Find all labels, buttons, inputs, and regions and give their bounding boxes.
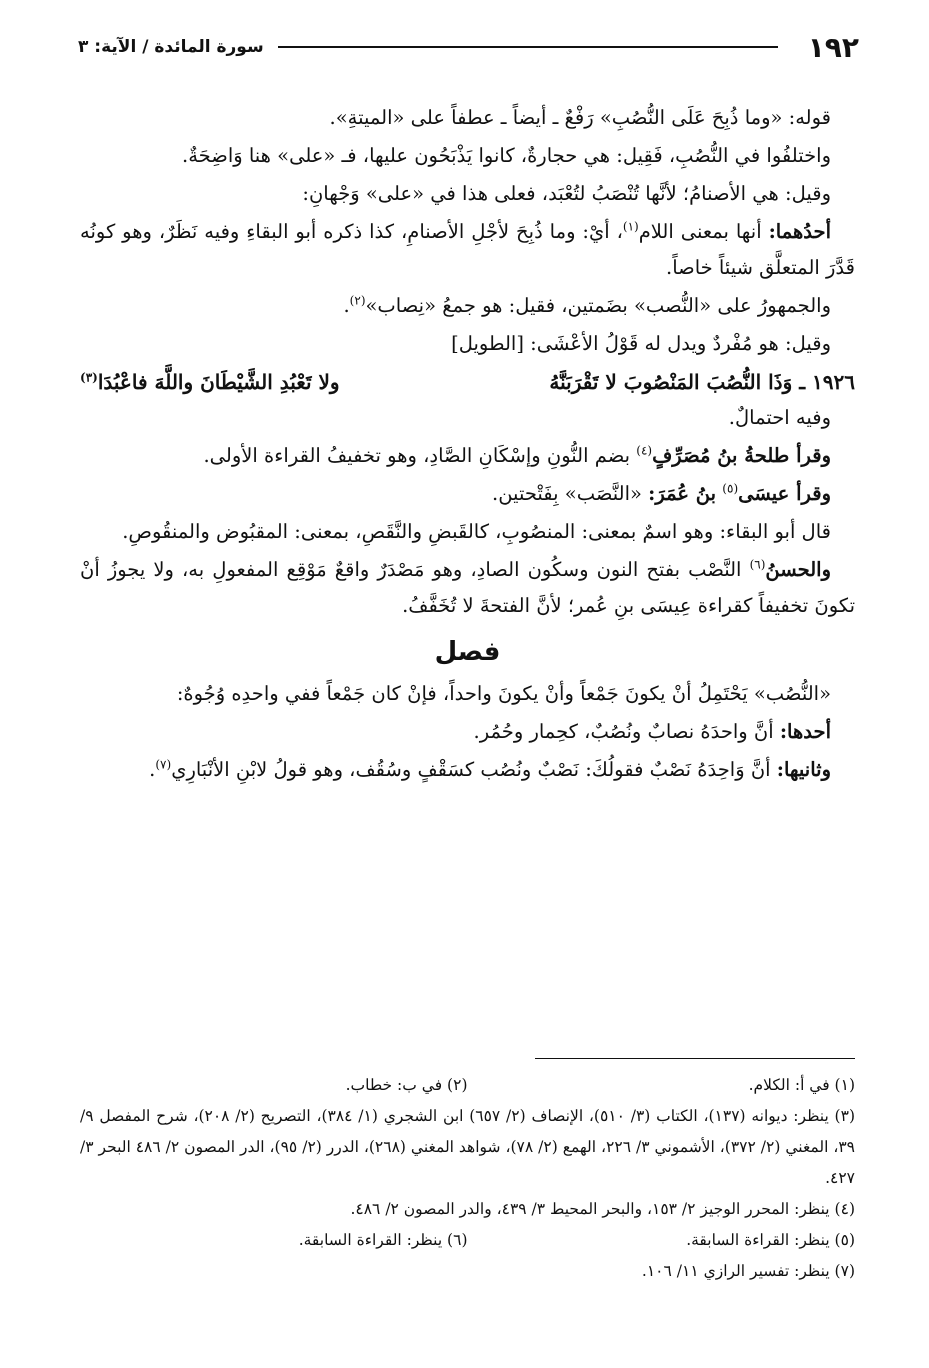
footnote-ref[interactable]: (٦) <box>749 557 766 572</box>
footnote-ref[interactable]: (٧) <box>155 757 172 772</box>
lead-term: وقرأ طلحةُ بنُ مُصَرِّفٍ <box>652 444 831 467</box>
paragraph-text: ، أيْ: وما ذُبِحَ لأجْلِ الأصنامِ، كذا ذكره أبو البقاءِ وفيه نَظَرٌ، وهو كونُه قَدَّرَ المتعلَّق شيئاً خاصاً. <box>80 220 855 279</box>
header-divider <box>278 46 778 48</box>
lead-term: بنُ عُمَرَ: <box>648 482 717 505</box>
paragraph: وقيل: هو مُفْردٌ ويدل له قَوْلُ الأعْشَى: [الطويل] <box>451 332 831 355</box>
paragraph-text: والجمهورُ على «النُّصب» بضَمتين، فقيل: هو جمعُ «نِصاب» <box>365 294 831 317</box>
footnote-ref[interactable]: (٣) <box>80 370 98 385</box>
paragraph: قوله: «وما ذُبِحَ عَلَى النُّصُبِ» رَفْعٌ ـ أيضاً ـ عطفاً على «الميتةِ». <box>329 106 831 129</box>
section-heading: فصل <box>434 637 501 667</box>
footnote: (٤) ينظر: المحرر الوجيز ٢/ ١٥٣، والبحر المحيط ٣/ ٤٣٩، والدر المصون ٢/ ٤٨٦. <box>350 1200 855 1218</box>
lead-term: أحدها: <box>779 720 831 743</box>
footnote-ref[interactable]: (١) <box>622 219 639 234</box>
footnote: (١) في أ: الكلام. <box>748 1076 855 1094</box>
verse-first-hemistich: ١٩٢٦ ـ وَذَا النُّصُبَ المَنْصُوبَ لا تَقْرَبَنَّهُ <box>549 370 855 394</box>
paragraph-text: . <box>343 294 350 317</box>
paragraph <box>80 476 855 512</box>
paragraph-text: النَّصْب بفتح النون وسكُون الصادِ، وهو مَصْدَرٌ واقعٌ مَوْقِع المفعولِ به، ولا يجوزُ أنْ تكونَ تخفيفاً كقراءة عِيسَى بنِ عُمر؛ لأنَّ الفتحةَ لا تُخَفَّفُ. <box>80 558 855 617</box>
main-text <box>80 100 855 790</box>
footnote-ref[interactable]: (٥) <box>722 481 739 496</box>
paragraph <box>80 214 855 286</box>
footnote: (٣) ينظر: ديوانه (١٣٧)، الكتاب (٣/ ٥١٠)، الإنصاف (٢/ ٦٥٧) ابن الشجري (١/ ٣٨٤)، التصريح (٢/ ٢٠٨)، شرح المفصل ٩/ ٣٩، المغني (٢/ ٣٧٢)، الأشموني ٣/ ٢٢٦، الهمع (٢/ ٧٨)، شواهد المغني (٢٦٨)، الدرر (٢/ ٩٥)، الدر المصون ٢/ ٤٨٦ البحر ٣/ ٤٢٧. <box>80 1107 856 1187</box>
paragraph: قال أبو البقاء: وهو اسمٌ بمعنى: المنصُوبِ، كالقَبضِ والنَّقَصِ، بمعنى: المقبُوض والمنقُوصِ. <box>122 520 831 543</box>
page-header <box>78 30 859 64</box>
verse-second-hemistich <box>80 364 340 400</box>
paragraph-text: «النَّصَب» بِفَتْحتين. <box>492 482 642 505</box>
footnotes <box>80 1070 855 1287</box>
lead-term: أحدُهما: <box>768 220 831 243</box>
page-number: ١٩٢ <box>807 30 859 64</box>
footnote: (٥) ينظر: القراءة السابقة. <box>686 1231 855 1249</box>
paragraph <box>80 288 855 324</box>
paragraph-text: . <box>149 758 156 781</box>
paragraph-text: أنَّ واحدَهُ نصابٌ ونُصُبٌ، كحِمار وحُمُر. <box>473 720 774 743</box>
footnote-ref[interactable]: (٤) <box>636 443 653 458</box>
lead-term: وثانيها: <box>776 758 831 781</box>
paragraph: واختلفُوا في النُّصُبِ، فَقِيل: هي حجارةٌ، كانوا يَذْبَحُون عليها، فـ «على» هنا وَاضِحَةٌ. <box>182 144 831 167</box>
footnote-divider <box>535 1058 855 1059</box>
paragraph <box>80 438 855 474</box>
paragraph-text: أنها بمعنى اللام <box>638 220 762 243</box>
paragraph: وفيه احتمالٌ. <box>728 406 831 429</box>
verse-text: ولا تَعْبُدِ الشَّيْطَانَ واللَّهَ فاعْبُدَا <box>97 370 340 394</box>
paragraph-text: أنَّ وَاحِدَهُ نَصْبٌ فقولُكَ: نَصْبٌ ونُصُب كسَقْفٍ وسُقُف، وهو قولُ لابْنِ الأنْبَارِي <box>171 758 771 781</box>
footnote-row <box>80 1225 855 1256</box>
poetry-verse <box>80 364 855 400</box>
paragraph <box>80 714 855 750</box>
footnote-row <box>80 1070 855 1101</box>
paragraph: «النُّصُب» يَحْتَمِلُ أنْ يكونَ جَمْعاً وأنْ يكونَ واحداً، فإنْ كان جَمْعاً ففي واحدِه وُجُوهٌ: <box>176 682 831 705</box>
paragraph: وقيل: هي الأصنامُ؛ لأنَّها تُنْصَبُ لتُعْبَد، فعلى هذا في «على» وَجْهانِ: <box>302 182 831 205</box>
surah-label: سورة المائدة / الآية: ٣ <box>78 37 264 57</box>
lead-term: وقرأ عيسَى <box>738 482 831 505</box>
paragraph <box>80 752 855 788</box>
paragraph <box>80 552 855 624</box>
paragraph-text: بضم النُّونِ وإسْكَانِ الصَّادِ، وهو تخفيفُ القراءة الأولى. <box>203 444 631 467</box>
lead-term: والحسنُ <box>765 558 832 581</box>
footnote: (٦) ينظر: القراءة السابقة. <box>298 1231 468 1249</box>
footnote-ref[interactable]: (٢) <box>349 293 366 308</box>
footnote: (٧) ينظر: تفسير الرازي ١١/ ١٠٦. <box>641 1262 855 1280</box>
footnote: (٢) في ب: خطاب. <box>345 1076 468 1094</box>
